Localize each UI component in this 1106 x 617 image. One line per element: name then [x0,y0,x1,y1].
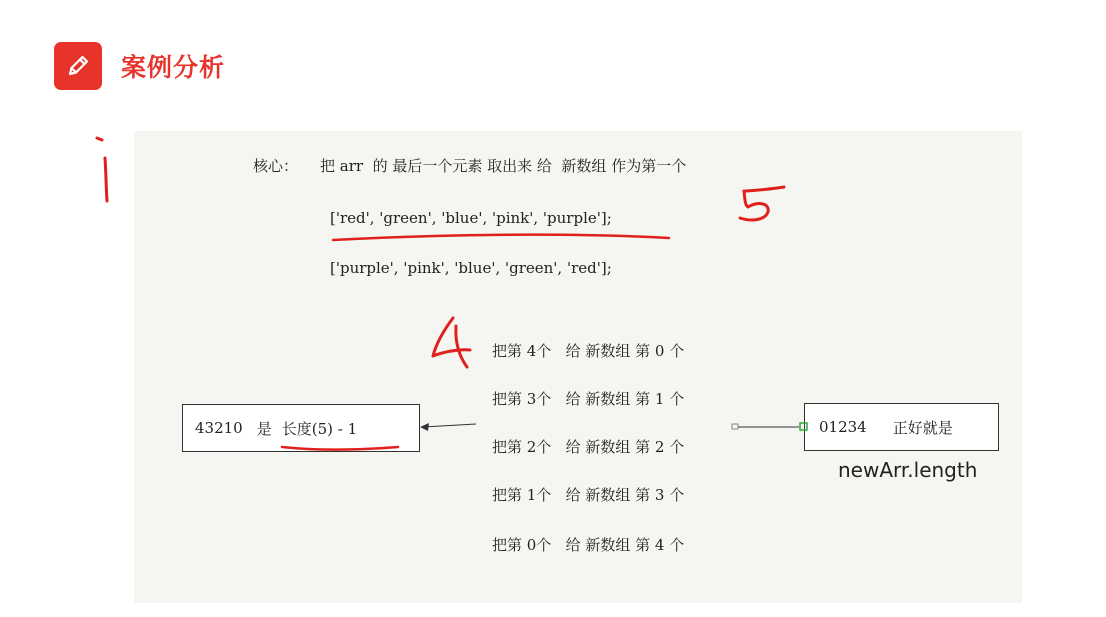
new-arr-length-label: newArr.length [838,458,978,482]
length-formula: 长度(5) - 1 [281,419,358,438]
pencil-icon [64,52,92,80]
left-is-text: 是 [256,419,272,438]
pencil-badge [54,42,102,90]
core-description: 把 arr 的 最后一个元素 取出来 给 新数组 作为第一个 [320,157,687,175]
left-indices: 43210 [195,419,243,437]
step-line: 把第 0个 给 新数组 第 4 个 [492,536,685,554]
step-line: 把第 4个 给 新数组 第 0 个 [492,342,685,360]
step-line: 把第 1个 给 新数组 第 3 个 [492,486,685,504]
right-indices: 01234 [819,418,867,436]
core-label: 核心： [253,157,299,175]
right-box-text: 正好就是 [892,418,953,437]
step-line: 把第 3个 给 新数组 第 1 个 [492,390,685,408]
section-header [54,42,225,90]
index-formula-box [182,404,420,452]
original-array: ['red', 'green', 'blue', 'pink', 'purple']; [330,209,612,227]
slide-canvas [134,131,1022,603]
step-line: 把第 2个 给 新数组 第 2 个 [492,438,685,456]
margin-mark [97,138,107,201]
new-index-box [804,403,999,451]
page-title: 案例分析 [121,53,226,82]
reversed-array: ['purple', 'pink', 'blue', 'green', 'red']; [330,259,612,277]
